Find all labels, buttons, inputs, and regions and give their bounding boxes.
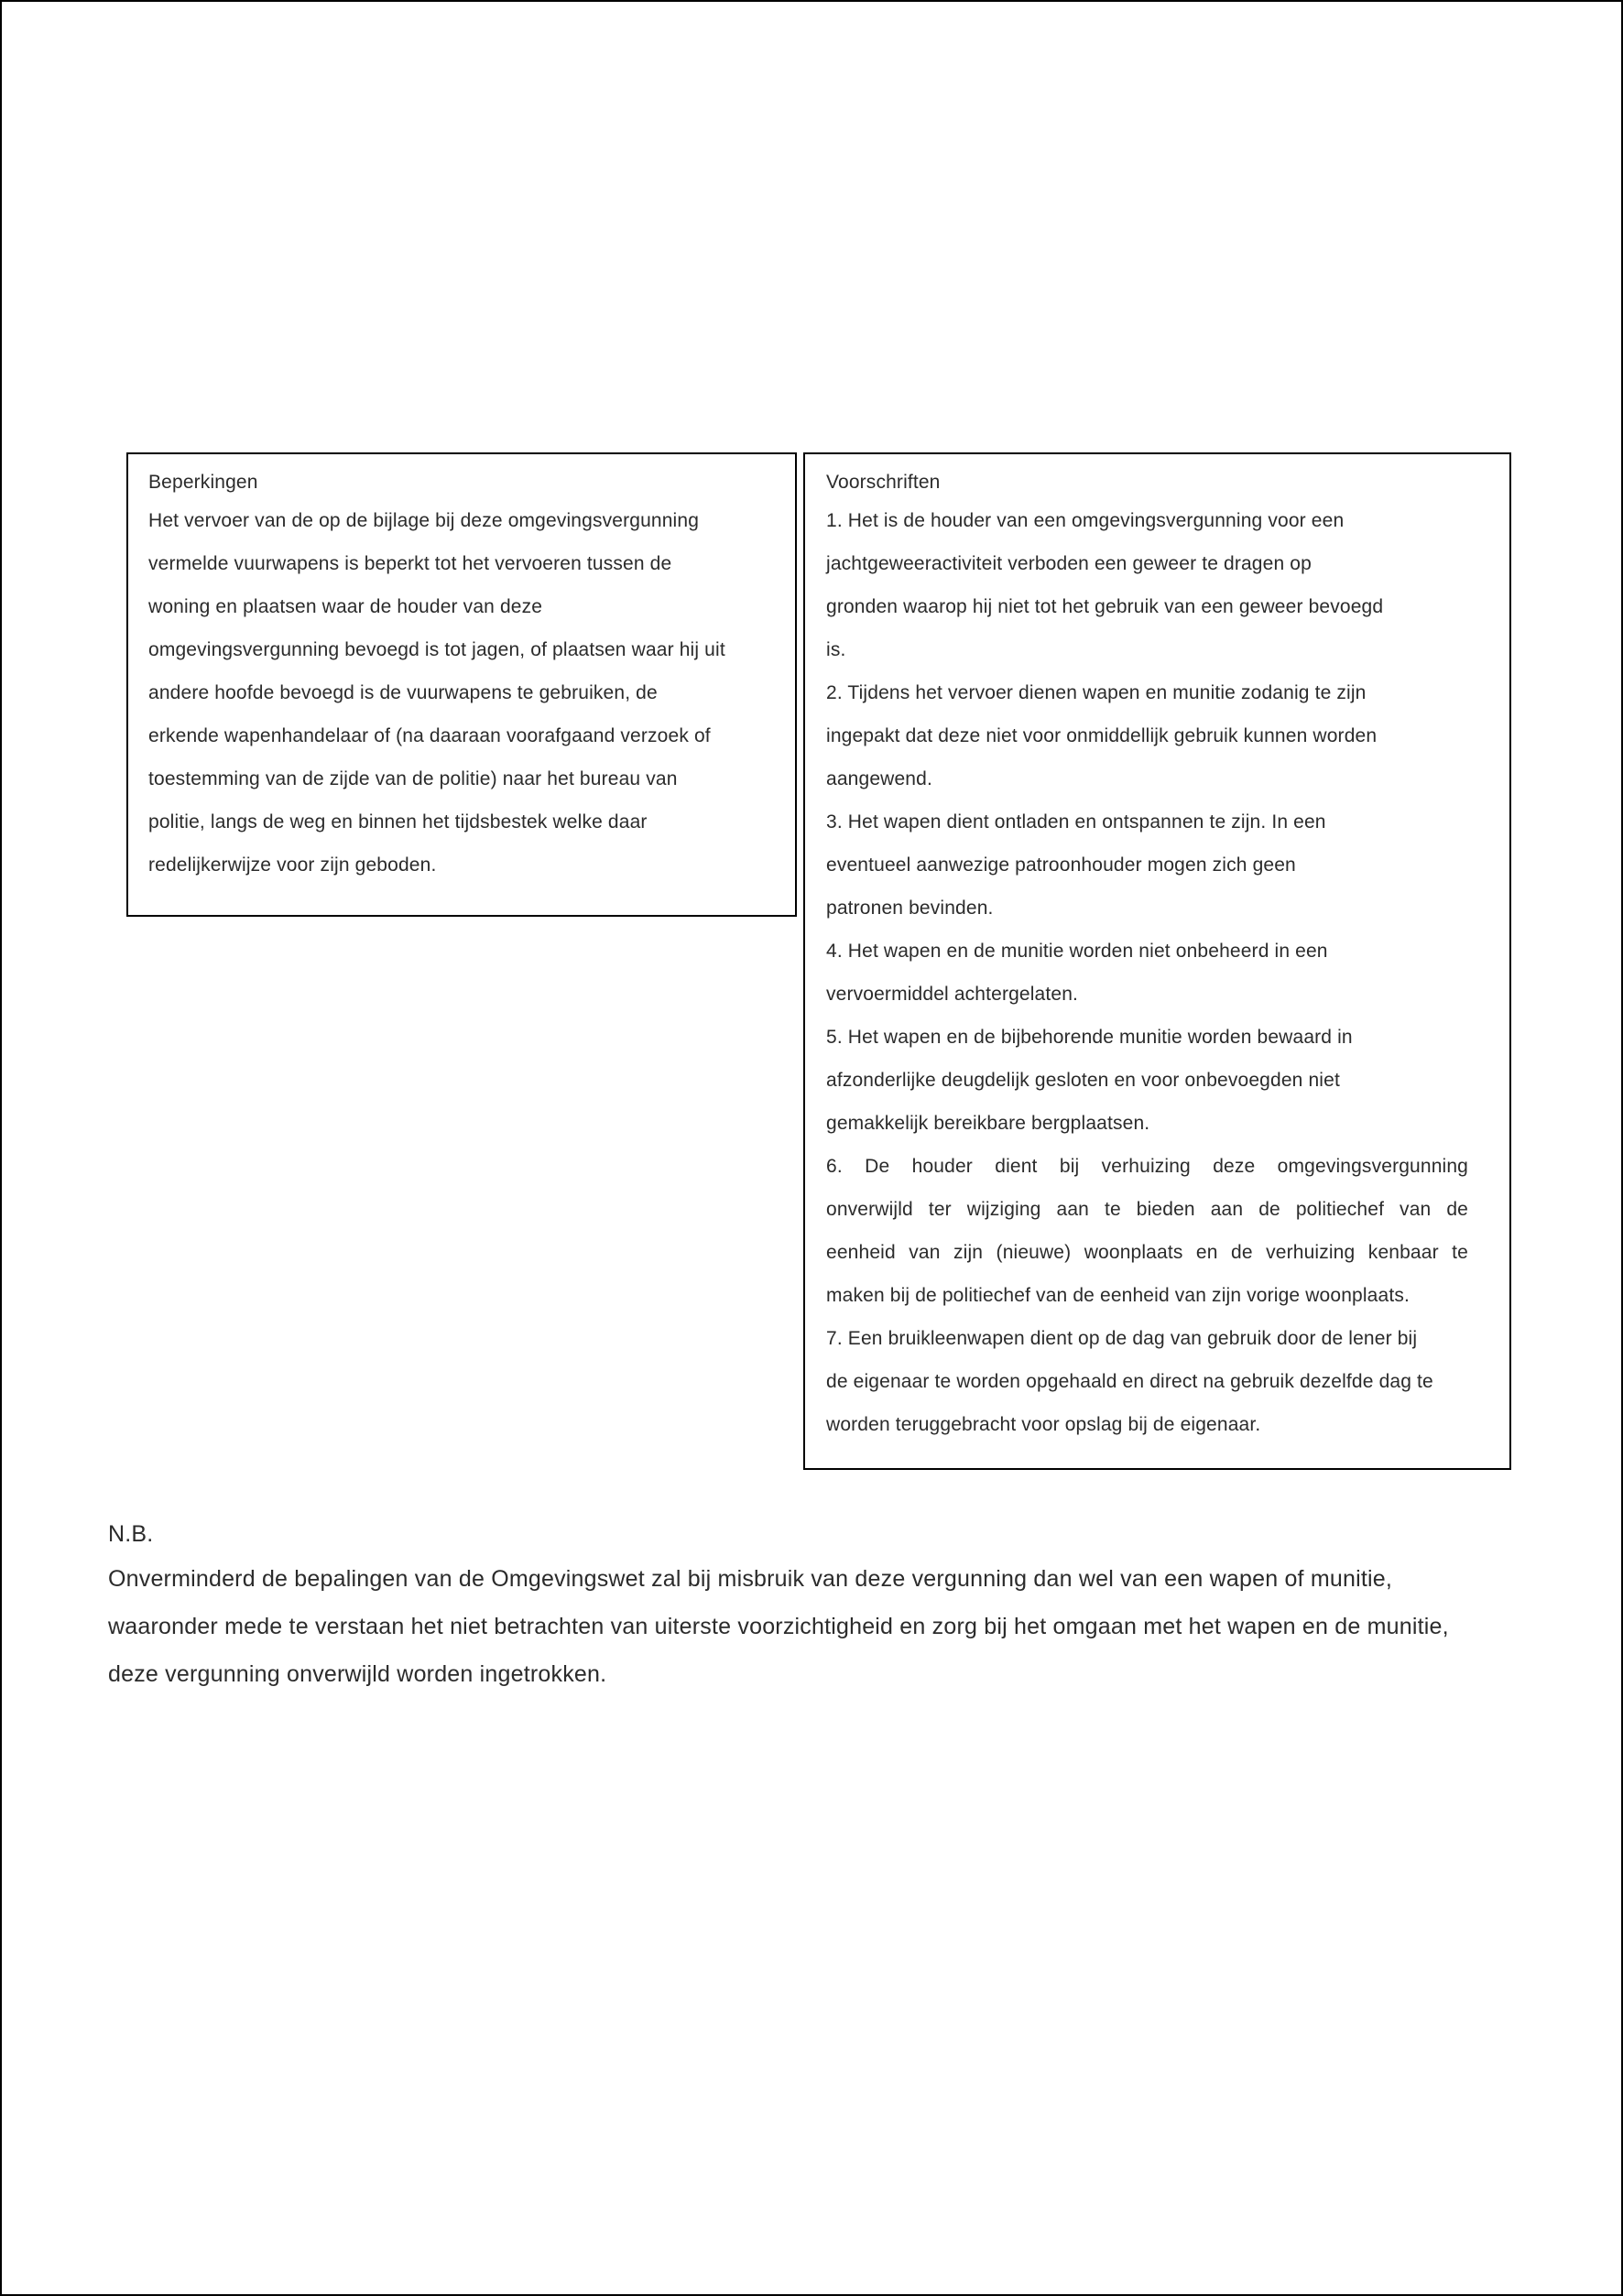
beperkingen-line: politie, langs de weg en binnen het tijdsbestek welke daar: [148, 811, 648, 832]
voorschriften-line: afzonderlijke deugdelijk gesloten en voor onbevoegden niet: [826, 1070, 1340, 1091]
beperkingen-line: vermelde vuurwapens is beperkt tot het vervoeren tussen de: [148, 553, 672, 574]
voorschriften-line: vervoermiddel achtergelaten.: [826, 984, 1079, 1005]
nb-section: [108, 1513, 1519, 1698]
nb-line: waaronder mede te verstaan het niet betrachten van uiterste voorzichtigheid en zorg bij het omgaan met het wapen en de munitie,: [108, 1614, 1449, 1639]
voorschriften-line: 4. Het wapen en de munitie worden niet onbeheerd in een: [826, 941, 1328, 962]
voorschriften-line: eventueel aanwezige patroonhouder mogen zich geen: [826, 854, 1296, 876]
voorschriften-line: aangewend.: [826, 768, 932, 789]
voorschriften-line: 1. Het is de houder van een omgevingsvergunning voor een: [826, 510, 1345, 531]
beperkingen-line: andere hoofde bevoegd is de vuurwapens te gebruiken, de: [148, 682, 658, 703]
beperkingen-line: redelijkerwijze voor zijn geboden.: [148, 854, 437, 876]
beperkingen-line: Het vervoer van de op de bijlage bij deze omgevingsvergunning: [148, 510, 700, 531]
voorschriften-line: gronden waarop hij niet tot het gebruik van een geweer bevoegd: [826, 596, 1384, 617]
voorschriften-line: ingepakt dat deze niet voor onmiddellijk gebruik kunnen worden: [826, 725, 1378, 746]
voorschriften-line: patronen bevinden.: [826, 898, 994, 919]
voorschriften-line: 2. Tijdens het vervoer dienen wapen en munitie zodanig te zijn: [826, 682, 1367, 703]
beperkingen-line: toestemming van de zijde van de politie) naar het bureau van: [148, 768, 678, 789]
beperkingen-line: woning en plaatsen waar de houder van deze: [148, 596, 543, 617]
voorschriften-title: Voorschriften: [826, 472, 941, 493]
voorschriften-line: onverwijld ter wijziging aan te bieden aan de politiechef van de: [826, 1199, 1468, 1220]
nb-line: deze vergunning onverwijld worden ingetrokken.: [108, 1661, 607, 1687]
voorschriften-line: de eigenaar te worden opgehaald en direct na gebruik dezelfde dag te: [826, 1371, 1433, 1392]
voorschriften-line: 6. De houder dient bij verhuizing deze omgevingsvergunning: [826, 1156, 1468, 1177]
beperkingen-box: [126, 452, 797, 917]
voorschriften-line: eenheid van zijn (nieuwe) woonplaats en de verhuizing kenbaar te: [826, 1242, 1468, 1263]
voorschriften-line: jachtgeweeractiviteit verboden een geweer te dragen op: [826, 553, 1312, 574]
beperkingen-line: omgevingsvergunning bevoegd is tot jagen, of plaatsen waar hij uit: [148, 639, 725, 660]
voorschriften-line: maken bij de politiechef van de eenheid van zijn vorige woonplaats.: [826, 1285, 1410, 1306]
voorschriften-box: [803, 452, 1511, 1470]
nb-title: N.B.: [108, 1521, 154, 1547]
voorschriften-line: 3. Het wapen dient ontladen en ontspannen te zijn. In een: [826, 811, 1326, 832]
beperkingen-title: Beperkingen: [148, 472, 258, 493]
voorschriften-line: 5. Het wapen en de bijbehorende munitie worden bewaard in: [826, 1027, 1353, 1048]
voorschriften-line: 7. Een bruikleenwapen dient op de dag van gebruik door de lener bij: [826, 1328, 1418, 1349]
nb-line: Onverminderd de bepalingen van de Omgevingswet zal bij misbruik van deze vergunning dan wel van een wapen of munitie,: [108, 1566, 1392, 1592]
voorschriften-line: gemakkelijk bereikbare bergplaatsen.: [826, 1113, 1150, 1134]
voorschriften-line: is.: [826, 639, 846, 660]
beperkingen-line: erkende wapenhandelaar of (na daaraan voorafgaand verzoek of: [148, 725, 711, 746]
voorschriften-line: worden teruggebracht voor opslag bij de eigenaar.: [826, 1414, 1261, 1435]
